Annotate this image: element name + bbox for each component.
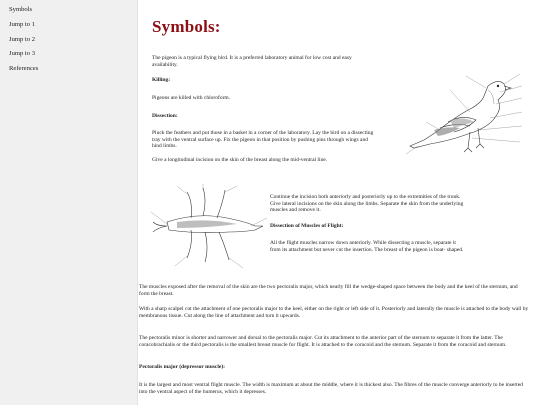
sidebar [0, 0, 138, 405]
flight-muscles-paragraph: All the flight muscles narrow down anteriorly. While dissecting a muscle, separate it from its attachment but never cut the insertion. The breast of the pigeon is boat- shaped. [270, 240, 464, 253]
intro-paragraph: The pigeon is a typical flying bird. It is a preferred laboratory animal for low cost and easy availability. [152, 55, 352, 68]
dissection-heading: Dissection: [152, 113, 178, 119]
continue-paragraph: Continue the incision both anteriorly and posteriorly up to the extremities of the trunk. Give lateral incisions on the skin along the limbs. Separate the skin from the underlying muscles and remove it. [270, 194, 464, 214]
dissection-paragraph: Pluck the feathers and put those in a basket in a corner of the laboratory. Lay the bird on a dissecting tray with the ventral surface up. Fix the pigeon in that position by pushing pins through wings and hind limbs. [152, 130, 374, 150]
dissection-figure [147, 182, 271, 274]
main-content [139, 0, 540, 405]
pigeon-figure [370, 64, 536, 166]
sidebar-item-symbols[interactable]: Symbols [9, 6, 33, 13]
sidebar-item-jump-2[interactable]: Jump to 2 [9, 36, 36, 43]
pectoralis-minor-paragraph: The pectoralis minor is shorter and narrower and dorsal to the pectoralis major. Cut its attachment to the anterior part of the sternum to separate it from the latter. The coracobrachialis or the third pectoralis is the smallest breast muscle for flight. It is attached to the coracoid and the sternum. Separate it from the coracoid and sternum. [139, 335, 507, 348]
pigeon-illustration-icon [370, 64, 536, 166]
scalpel-paragraph: With a sharp scalpel cut the attachment of one pectoralis major to the keel, either on the right or left side of it. Posteriorly and laterally the muscle is attached to the body wall by membranous tissue. Cut along the line of attachment and turn it upwards. [139, 306, 529, 319]
killing-paragraph: Pigeons are killed with chloroform. [152, 95, 231, 101]
pigeon-eye [497, 85, 499, 87]
pectoralis-major-heading: Pectoralis major (depressor muscle): [139, 364, 225, 370]
sidebar-item-jump-3[interactable]: Jump to 3 [9, 50, 36, 57]
pectoralis-major-paragraph: It is the largest and most ventral flight muscle. The width is maximum at about the middle, where it is thickest also. The fibres of the muscle converge anteriorly to be inserted into the ventral aspect of the humerus, which it depresses. [139, 382, 523, 395]
incision-paragraph: Give a longitudinal incision on the skin of the breast along the mid-ventral line. [152, 157, 328, 163]
muscles-paragraph: The muscles exposed after the removal of the skin are the two pectoralis major, which nearly fill the wedge-shaped space between the body and the keel of the sternum, and form the breast. [139, 284, 518, 297]
sidebar-item-references[interactable]: References [9, 65, 39, 72]
dissected-pigeon-diagram-icon [147, 182, 271, 274]
flight-muscles-heading: Dissection of Muscles of Flight: [270, 223, 344, 229]
killing-heading: Killing: [152, 77, 171, 83]
page-title: Symbols: [152, 17, 221, 36]
sidebar-item-jump-1[interactable]: Jump to 1 [9, 21, 36, 28]
